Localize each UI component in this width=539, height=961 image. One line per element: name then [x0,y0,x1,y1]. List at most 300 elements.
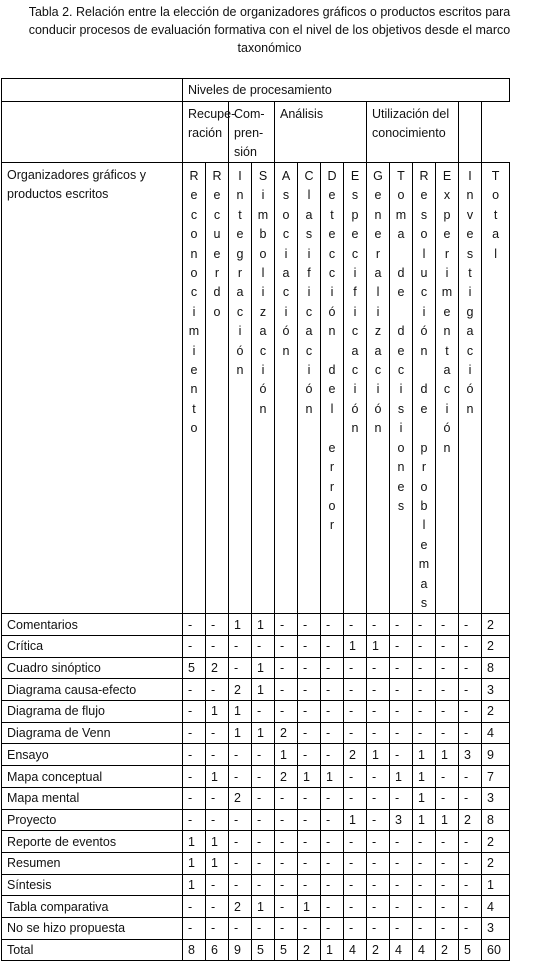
row-label: Total [2,939,183,961]
row-label: Diagrama de Venn [2,722,183,744]
table-cell: - [298,917,321,939]
table-cell: - [390,787,413,809]
table-cell: - [229,636,252,658]
table-cell: 4 [344,939,367,961]
table-cell: - [436,614,459,636]
row-label: Mapa mental [2,787,183,809]
table-row [2,744,510,766]
column-header-text: R e c o n o c i m i e n t o [188,169,200,436]
table-cell: - [367,657,390,679]
table-cell: - [252,917,275,939]
table-cell: 1 [229,614,252,636]
column-header-text: T o m a d e d e c i s i o n e s [395,169,407,513]
table-cell: - [321,852,344,874]
table-cell: - [206,679,229,701]
table-cell: - [436,831,459,853]
table-cell: - [298,657,321,679]
table-cell: - [344,614,367,636]
table-cell: - [459,722,482,744]
table-cell: - [367,809,390,831]
table-cell: 1 [298,766,321,788]
table-cell: - [367,852,390,874]
table-cell: - [344,917,367,939]
table-cell: 1 [321,939,344,961]
table-cell: - [206,917,229,939]
column-header [482,163,510,614]
table-row [2,722,510,744]
table-cell: - [390,852,413,874]
table-cell: - [390,614,413,636]
table-row [2,701,510,723]
table-cell: 8 [482,657,510,679]
table-cell: 3 [459,744,482,766]
table-cell: 1 [252,722,275,744]
row-label: Ensayo [2,744,183,766]
table-cell: 1 [206,831,229,853]
table-cell: 2 [367,939,390,961]
table-cell: - [413,917,436,939]
group-header-line: conocimiento [372,126,446,140]
table-cell: - [413,701,436,723]
column-header-text: R e c u e r d o [212,169,222,319]
table-row [2,766,510,788]
column-header [321,163,344,614]
table-cell: - [275,636,298,658]
table-row [2,831,510,853]
table-cell: 2 [229,679,252,701]
group-header-line: ración [188,126,223,140]
table-cell: - [275,701,298,723]
table-cell: - [390,917,413,939]
table-cell: - [206,874,229,896]
table-cell: 1 [413,766,436,788]
table-cell: - [252,787,275,809]
table-cell: - [298,787,321,809]
column-header-text: T o t a l [491,169,500,261]
row-label: Cuadro sinóptico [2,657,183,679]
table-cell: - [298,744,321,766]
table-cell: - [344,874,367,896]
table-cell: 1 [183,874,206,896]
row-label: Diagrama de flujo [2,701,183,723]
column-header-text: E s p e c i f i c a c i ó n [350,169,360,436]
column-header-text: E x p e r i m e n t a c i ó n [441,169,453,455]
table-cell: - [275,679,298,701]
table-cell: 1 [206,852,229,874]
table-cell: 2 [482,831,510,853]
table-row [2,679,510,701]
table-cell: 2 [482,636,510,658]
table-cell: 9 [482,744,510,766]
table-cell: 1 [390,766,413,788]
row-label: Reporte de eventos [2,831,183,853]
table-row [2,939,510,961]
table-cell: 2 [459,809,482,831]
table-cell: 1 [482,874,510,896]
table-cell: - [321,917,344,939]
table-row [2,896,510,918]
table-cell: 9 [229,939,252,961]
table-row [2,917,510,939]
table-cell: 2 [482,852,510,874]
table-cell: - [413,896,436,918]
table-cell: 2 [482,701,510,723]
table-cell: 3 [482,679,510,701]
table-cell: - [436,636,459,658]
table-row [2,874,510,896]
row-label: No se hizo propuesta [2,917,183,939]
table-cell: - [229,874,252,896]
row-header-label: Organizadores gráficos y productos escritos [2,163,183,614]
table-cell: - [459,657,482,679]
table-cell: 2 [482,614,510,636]
row-label: Proyecto [2,809,183,831]
caption-line: taxonómico [237,41,302,55]
table-cell: - [436,917,459,939]
table-cell: - [321,657,344,679]
table-cell: - [459,787,482,809]
table-cell: - [206,614,229,636]
table-cell: 1 [367,636,390,658]
table-cell: 1 [413,787,436,809]
table-cell: 1 [252,896,275,918]
table-cell: - [183,744,206,766]
table-cell: - [344,787,367,809]
table-cell: - [183,614,206,636]
table-cell: - [275,787,298,809]
column-header [229,163,252,614]
data-table [1,78,510,961]
table-cell: - [413,852,436,874]
table-cell: - [367,701,390,723]
table-cell: - [298,809,321,831]
table-cell: - [252,636,275,658]
table-cell: 2 [344,744,367,766]
table-cell: - [206,722,229,744]
table-row [2,852,510,874]
table-cell: 60 [482,939,510,961]
table-cell: - [413,657,436,679]
table-cell: - [390,701,413,723]
table-cell: - [206,636,229,658]
group-header [229,102,275,163]
table-cell: 1 [436,809,459,831]
table-cell: 3 [482,917,510,939]
table-cell: - [321,679,344,701]
table-cell: 3 [482,787,510,809]
table-cell: 2 [206,657,229,679]
table-cell: - [390,831,413,853]
table-cell: 1 [183,852,206,874]
row-label: Crítica [2,636,183,658]
table-row [2,657,510,679]
group-header [367,102,459,163]
table-cell: - [413,636,436,658]
table-cell: - [390,874,413,896]
table-cell: - [321,701,344,723]
table-cell: - [229,766,252,788]
column-header [413,163,436,614]
table-cell: - [413,679,436,701]
column-header [459,163,482,614]
group-header-line: Com- [234,107,265,121]
table-cell: - [436,701,459,723]
table-cell: - [367,917,390,939]
row-label: Diagrama causa-efecto [2,679,183,701]
table-cell: - [275,896,298,918]
table-cell: 1 [321,766,344,788]
table-cell: - [459,917,482,939]
group-header [459,102,482,163]
table-row [2,809,510,831]
table-row [2,636,510,658]
table-cell: - [436,722,459,744]
table-cell: 2 [275,722,298,744]
header-row-groups [2,102,510,163]
table-cell: - [413,874,436,896]
table-cell: - [390,636,413,658]
table-cell: - [321,636,344,658]
table-cell: - [183,636,206,658]
table-cell: - [367,787,390,809]
table-cell: - [183,701,206,723]
table-cell: - [413,614,436,636]
row-label: Síntesis [2,874,183,896]
header-corner-empty [2,102,183,163]
table-cell: 6 [206,939,229,961]
table-caption [0,3,539,57]
table-cell: - [344,722,367,744]
table-cell: - [183,917,206,939]
table-cell: - [183,809,206,831]
table-cell: - [436,657,459,679]
table-cell: - [367,614,390,636]
table-cell: - [459,874,482,896]
table-cell: - [367,766,390,788]
table-cell: - [252,831,275,853]
table-cell: 1 [252,679,275,701]
table-cell: - [321,831,344,853]
table-cell: - [413,831,436,853]
table-cell: - [390,896,413,918]
column-header [275,163,298,614]
column-header [252,163,275,614]
table-cell: - [436,679,459,701]
table-cell: 1 [229,701,252,723]
table-cell: - [229,831,252,853]
table-cell: - [298,874,321,896]
table-cell: 1 [436,744,459,766]
table-cell: - [344,831,367,853]
table-cell: - [206,809,229,831]
table-cell: - [252,701,275,723]
table-cell: 4 [482,896,510,918]
table-cell: - [344,896,367,918]
table-cell: - [183,896,206,918]
table-cell: 4 [413,939,436,961]
column-header [390,163,413,614]
group-header-line: sión [234,145,257,159]
table-cell: - [206,744,229,766]
table-cell: - [344,701,367,723]
table-cell: 1 [298,896,321,918]
table-cell: 1 [275,744,298,766]
table-cell: - [229,917,252,939]
table-cell: 2 [229,896,252,918]
table-cell: - [459,766,482,788]
column-header-text: S i m b o l i z a c i ó n [257,169,269,416]
table-cell: 1 [413,809,436,831]
table-cell: 1 [206,766,229,788]
table-cell: 7 [482,766,510,788]
table-cell: - [459,636,482,658]
row-label: Mapa conceptual [2,766,183,788]
table-cell: - [252,766,275,788]
table-cell: - [298,722,321,744]
column-header [344,163,367,614]
group-header-line: Recupe- [188,107,236,121]
table-cell: - [367,874,390,896]
table-cell: 2 [298,939,321,961]
table-cell: - [298,636,321,658]
table-cell: - [252,852,275,874]
table-cell: - [298,679,321,701]
column-header-text: A s o c i a c i ó n [281,169,291,358]
table-cell: - [459,831,482,853]
table-cell: - [298,614,321,636]
table-cell: - [390,657,413,679]
table-cell: 2 [275,766,298,788]
group-header-line: pren- [234,126,264,140]
table-cell: - [344,852,367,874]
caption-line: Tabla 2. Relación entre la elección de organizadores gráficos o productos escritos para [28,5,511,19]
table-cell: - [252,744,275,766]
table-cell: - [206,896,229,918]
table-cell: - [275,917,298,939]
table-cell: 5 [252,939,275,961]
table-cell: - [298,852,321,874]
table-cell: - [321,809,344,831]
table-cell: - [367,896,390,918]
table-cell: 1 [413,744,436,766]
table-cell: 3 [390,809,413,831]
table-cell: - [298,701,321,723]
table-cell: - [321,614,344,636]
table-cell: - [459,614,482,636]
table-cell: - [206,787,229,809]
column-header-text: D e t e c c i ó n d e l e r r o r [327,169,337,533]
table-cell: 1 [206,701,229,723]
table-cell: - [183,679,206,701]
table-cell: - [321,787,344,809]
table-cell: 1 [344,636,367,658]
column-header [367,163,390,614]
table-row [2,787,510,809]
table-cell: 8 [183,939,206,961]
table-cell: - [436,874,459,896]
table-cell: - [390,722,413,744]
table-cell: 2 [436,939,459,961]
table-cell: 1 [183,831,206,853]
table-cell: - [344,766,367,788]
table-cell: - [321,874,344,896]
table-cell: - [321,722,344,744]
table-cell: 4 [390,939,413,961]
table-cell: 1 [252,614,275,636]
table-cell: - [275,874,298,896]
table-cell: - [252,809,275,831]
column-header [436,163,459,614]
table-cell: - [344,657,367,679]
column-header-text: I n v e s t i g a c i ó n [466,169,474,416]
table-cell: - [436,766,459,788]
group-header [275,102,367,163]
column-header [206,163,229,614]
table-cell: - [275,852,298,874]
table-cell: - [459,852,482,874]
table-cell: - [275,657,298,679]
table-cell: 1 [344,809,367,831]
table-cell: - [183,787,206,809]
table-cell: - [321,896,344,918]
table-cell: - [367,722,390,744]
table-cell: - [183,722,206,744]
group-header [183,102,236,163]
table-cell: 5 [183,657,206,679]
table-cell: - [390,679,413,701]
table-cell: 1 [367,744,390,766]
table-cell: 4 [482,722,510,744]
table-cell: - [436,896,459,918]
column-header-text: C l a s i f i c a c i ó n [304,169,314,416]
table-cell: - [229,852,252,874]
table-cell: 2 [229,787,252,809]
column-header [183,163,206,614]
table-row [2,614,510,636]
table-cell: - [275,614,298,636]
column-header-text: G e n e r a l i z a c i ó n [373,169,383,436]
header-corner-empty [2,79,183,102]
caption-line: conducir procesos de evaluación formativa con el nivel de los objetivos desde el marco [28,23,511,37]
column-header [298,163,321,614]
table-cell: - [367,831,390,853]
row-label: Tabla comparativa [2,896,183,918]
table-cell: - [459,701,482,723]
table-cell: - [367,679,390,701]
table-cell: - [252,874,275,896]
row-label: Resumen [2,852,183,874]
table-cell: - [436,787,459,809]
table-cell: - [183,766,206,788]
column-header-text: R e s o l u c i ó n d e p r o b l e m a s [418,169,430,610]
header-row-levels [2,79,510,102]
table-cell: 8 [482,809,510,831]
table-cell: 1 [229,722,252,744]
group-header-line: Utilización del [372,107,450,121]
group-header-line: Análisis [280,107,324,121]
table-cell: - [459,896,482,918]
table-cell: - [459,679,482,701]
table-cell: - [436,852,459,874]
row-label: Comentarios [2,614,183,636]
table-cell: 5 [459,939,482,961]
table-cell: - [229,744,252,766]
table-cell: - [390,744,413,766]
table-cell: - [298,831,321,853]
table-cell: - [229,809,252,831]
header-row-columns [2,163,510,614]
table-cell: - [275,831,298,853]
